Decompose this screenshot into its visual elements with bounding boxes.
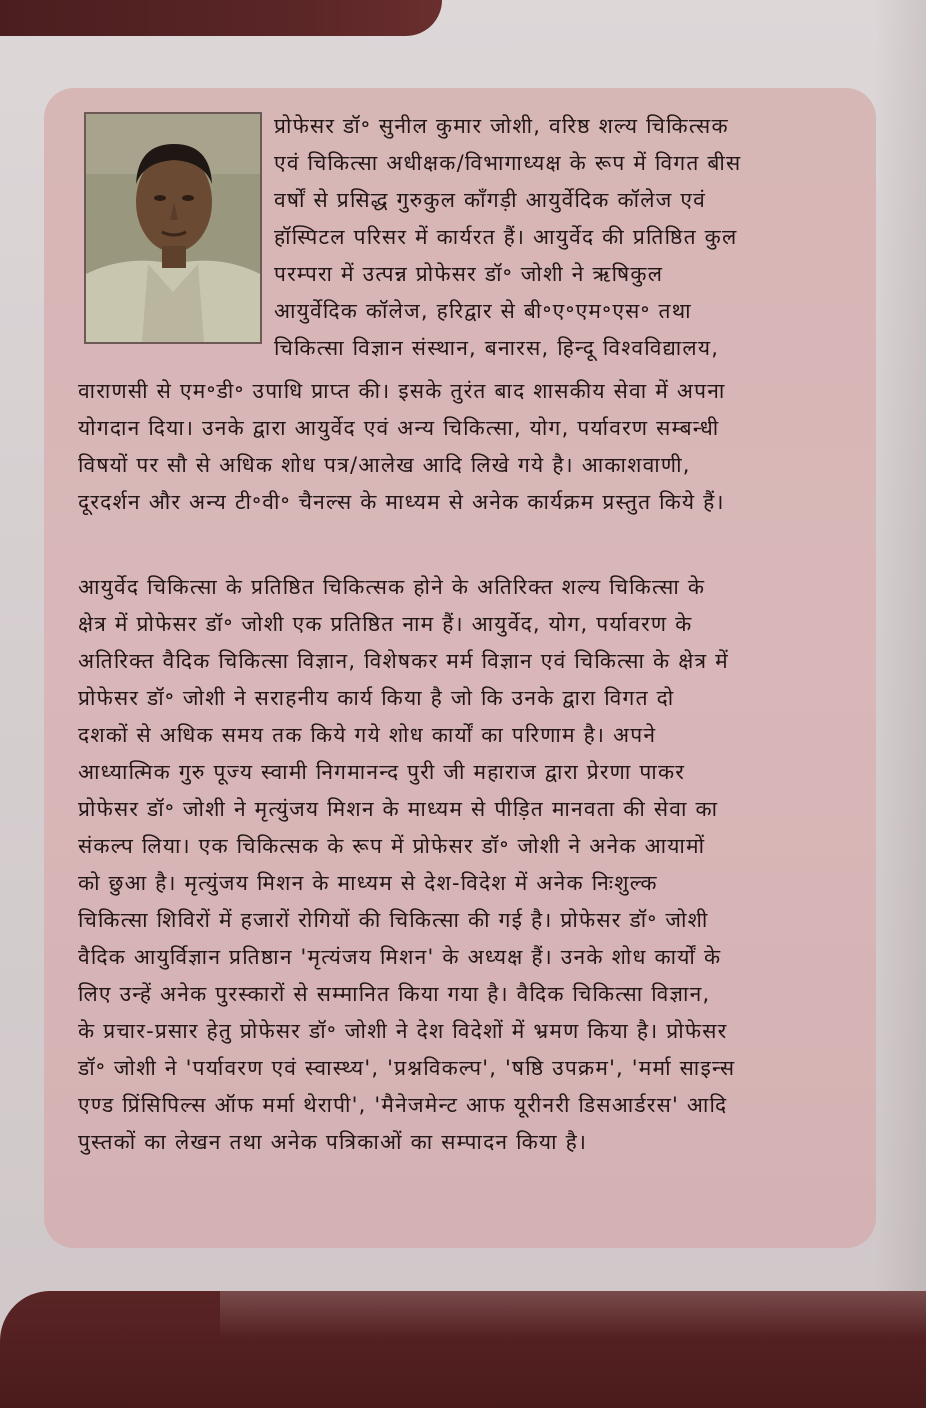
para1-line-5: परम्परा में उत्पन्न प्रोफेसर डॉ॰ जोशी ने ऋषिकुल <box>274 262 664 286</box>
para2-line-13: के प्रचार-प्रसार हेतु प्रोफेसर डॉ॰ जोशी ने देश विदेशों में भ्रमण किया है। प्रोफेसर <box>78 1019 728 1043</box>
para1-line-7: चिकित्सा विज्ञान संस्थान, बनारस, हिन्दू विश्वविद्यालय, <box>274 336 720 360</box>
para1-line-9: योगदान दिया। उनके द्वारा आयुर्वेद एवं अन्य चिकित्सा, योग, पर्यावरण सम्बन्धी <box>78 416 720 440</box>
cover-edge-shade <box>874 0 926 1408</box>
para2-line-16: पुस्तकों का लेखन तथा अनेक पत्रिकाओं का सम्पादन किया है। <box>78 1130 588 1154</box>
para2-line-14: डॉ॰ जोशी ने 'पर्यावरण एवं स्वास्थ्य', 'प्रश्नविकल्प', 'षष्ठि उपक्रम', 'मर्मा साइन्स <box>78 1056 736 1080</box>
para1-line-8: वाराणसी से एम॰डी॰ उपाधि प्राप्त की। इसके तुरंत बाद शासकीय सेवा में अपना <box>78 379 726 403</box>
para2-line-9: को छुआ है। मृत्युंजय मिशन के माध्यम से देश-विदेश में अनेक निःशुल्क <box>78 871 658 895</box>
para2-line-15: एण्ड प्रिंसिपिल्स ऑफ मर्मा थेरापी', 'मैनेजमेन्ट आफ यूरीनरी डिसआर्डरस' आदि <box>78 1093 728 1117</box>
bottom-band-highlight <box>220 1291 926 1408</box>
para2-line-8: संकल्प लिया। एक चिकित्सक के रूप में प्रोफेसर डॉ॰ जोशी ने अनेक आयामों <box>78 834 706 858</box>
para2-line-3: अतिरिक्त वैदिक चिकित्सा विज्ञान, विशेषकर मर्म विज्ञान एवं चिकित्सा के क्षेत्र में <box>78 649 729 673</box>
para1-line-11: दूरदर्शन और अन्य टी॰वी॰ चैनल्स के माध्यम से अनेक कार्यक्रम प्रस्तुत किये हैं। <box>78 490 725 514</box>
para2-line-1: आयुर्वेद चिकित्सा के प्रतिष्ठित चिकित्सक होने के अतिरिक्त शल्य चिकित्सा के <box>78 575 706 599</box>
para2-line-11: वैदिक आयुर्विज्ञान प्रतिष्ठान 'मृत्यंजय मिशन' के अध्यक्ष हैं। उनके शोध कार्यों के <box>78 945 722 969</box>
author-photo <box>84 112 262 344</box>
para1-line-6: आयुर्वेदिक कॉलेज, हरिद्वार से बी॰ए॰एम॰एस॰ तथा <box>274 299 692 323</box>
para2-line-5: दशकों से अधिक समय तक किये गये शोध कार्यों का परिणाम है। अपने <box>78 723 657 747</box>
top-decorative-band <box>0 0 442 36</box>
para1-line-4: हॉस्पिटल परिसर में कार्यरत हैं। आयुर्वेद की प्रतिष्ठित कुल <box>274 225 738 249</box>
para1-line-10: विषयों पर सौ से अधिक शोध पत्र/आलेख आदि लिखे गये है। आकाशवाणी, <box>78 453 691 477</box>
para1-line-1: प्रोफेसर डॉ॰ सुनील कुमार जोशी, वरिष्ठ शल्य चिकित्सक <box>274 114 729 138</box>
para2-line-7: प्रोफेसर डॉ॰ जोशी ने मृत्युंजय मिशन के माध्यम से पीड़ित मानवता की सेवा का <box>78 797 719 821</box>
para2-line-6: आध्यात्मिक गुरु पूज्य स्वामी निगमानन्द पुरी जी महाराज द्वारा प्रेरणा पाकर <box>78 760 686 784</box>
para2-line-12: लिए उन्हें अनेक पुरस्कारों से सम्मानित किया गया है। वैदिक चिकित्सा विज्ञान, <box>78 982 711 1006</box>
para1-line-2: एवं चिकित्सा अधीक्षक/विभागाध्यक्ष के रूप में विगत बीस <box>274 151 742 175</box>
para2-line-4: प्रोफेसर डॉ॰ जोशी ने सराहनीय कार्य किया है जो कि उनके द्वारा विगत दो <box>78 686 675 710</box>
para2-line-2: क्षेत्र में प्रोफेसर डॉ॰ जोशी एक प्रतिष्ठित नाम हैं। आयुर्वेद, योग, पर्यावरण के <box>78 612 693 636</box>
para1-line-3: वर्षों से प्रसिद्ध गुरुकुल काँगड़ी आयुर्वेदिक कॉलेज एवं <box>274 188 707 212</box>
para2-line-10: चिकित्सा शिविरों में हजारों रोगियों की चिकित्सा की गई है। प्रोफेसर डॉ॰ जोशी <box>78 908 709 932</box>
